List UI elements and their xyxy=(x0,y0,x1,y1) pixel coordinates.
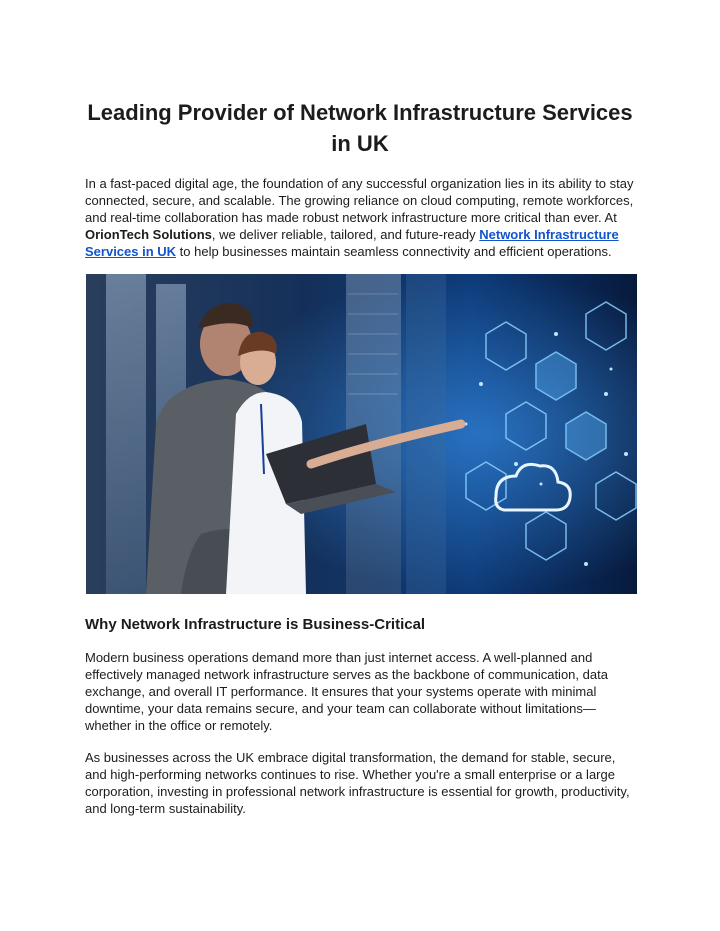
hero-image xyxy=(86,274,637,594)
services-link[interactable]: Network Infrastructure Services in UK xyxy=(85,227,619,259)
company-name: OrionTech Solutions xyxy=(85,227,212,242)
section-heading: Why Network Infrastructure is Business-Critical xyxy=(85,616,426,633)
intro-text-2: , we deliver reliable, tailored, and future-ready xyxy=(211,227,480,242)
section-paragraph-2: As businesses across the UK embrace digital transformation, the demand for stable, secure, and high-performing networks continues to rise. Whether you're a small enterprise or a large corporation, investing in professional network infrastructure is essential for growth, productivity, and long-term sustainability. xyxy=(85,750,630,816)
hero-illustration xyxy=(86,274,637,594)
intro-paragraph xyxy=(85,175,637,260)
intro-text-1: In a fast-paced digital age, the foundation of any successful organization lies in its ability to stay connected, secure, and scalable. The growing reliance on cloud computing, remote workforces, and real-time collaboration has made robust network infrastructure more critical than ever. At xyxy=(85,176,634,225)
section-paragraph-1: Modern business operations demand more than just internet access. A well-planned and effectively managed network infrastructure serves as the backbone of communication, data exchange, and overall IT performance. It ensures that your systems operate with minimal downtime, your data remains secure, and your team can collaborate without limitations—whether in the office or remotely. xyxy=(85,650,608,733)
intro-text-3: to help businesses maintain seamless connectivity and efficient operations. xyxy=(176,244,612,259)
page-title: Leading Provider of Network Infrastructure Services in UK xyxy=(87,100,633,156)
